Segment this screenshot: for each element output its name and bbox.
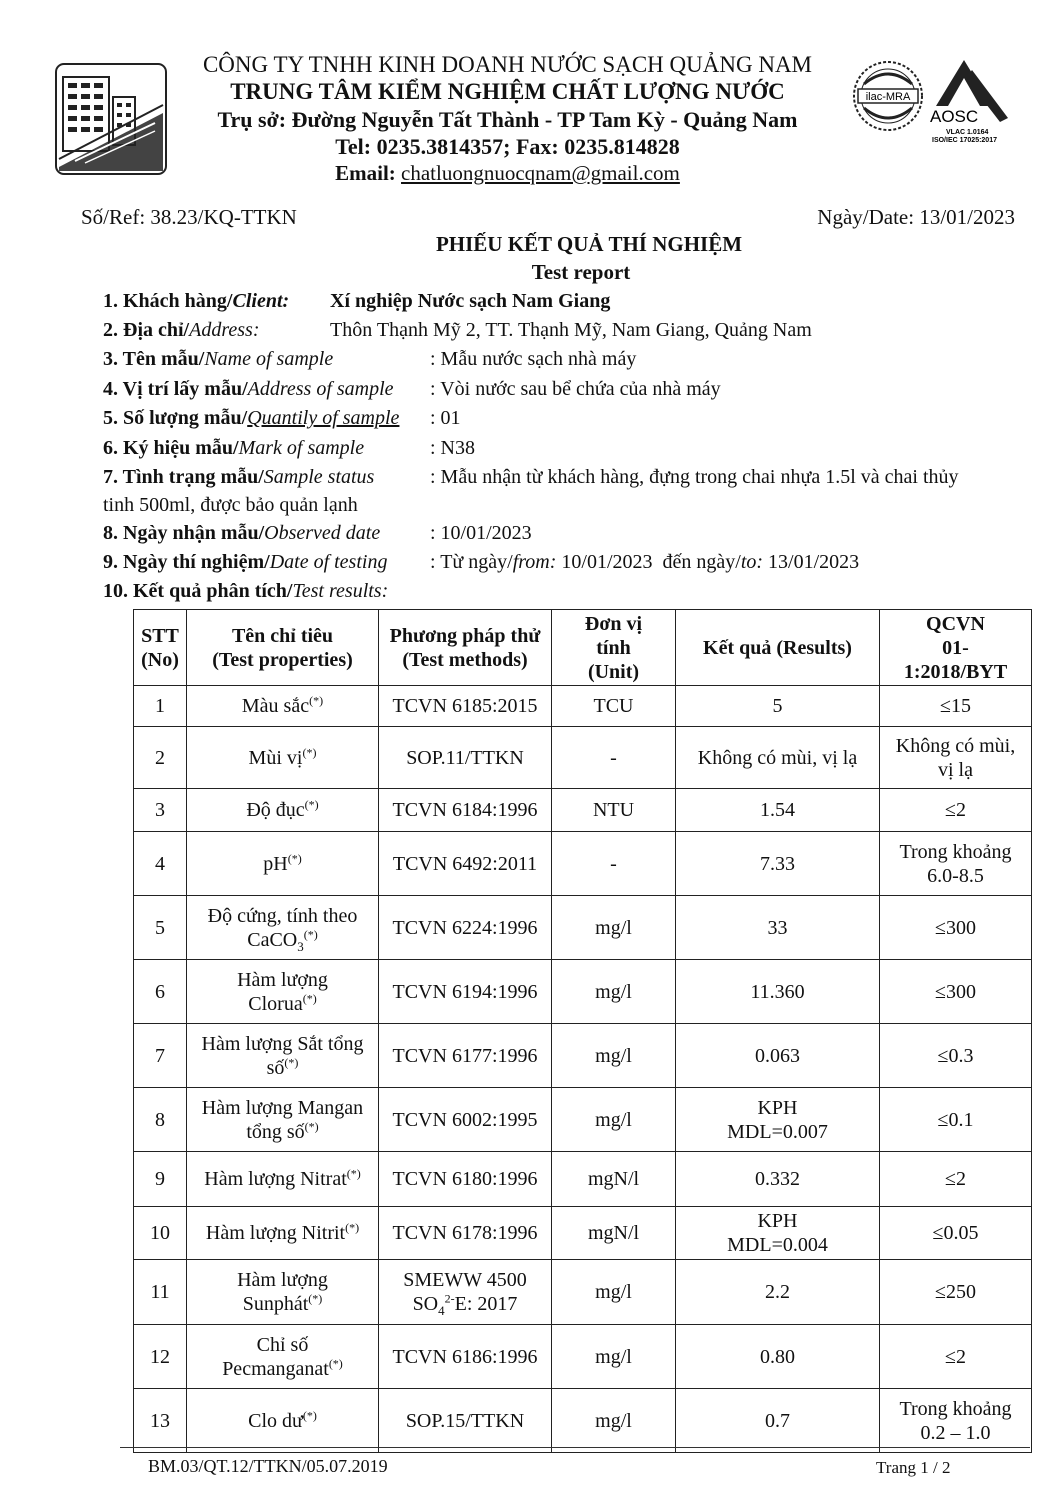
cell-result: 11.360 (676, 960, 880, 1024)
aosc-iso: ISO/IEC 17025:2017 (932, 137, 997, 144)
cell-limit: Không có mùi, vị lạ (880, 727, 1032, 789)
cell-method: TCVN 6180:1996 (379, 1152, 552, 1207)
table-row (134, 686, 1032, 727)
cell-result: 0.332 (676, 1152, 880, 1207)
table-row (134, 1152, 1032, 1207)
cell-result: 33 (676, 896, 880, 960)
client-label: 1. Khách hàng/ (103, 290, 233, 312)
header-unit: Đơn vị tính (Unit) (552, 610, 676, 686)
received-label-en: Observed date (264, 522, 381, 544)
cell-method: TCVN 6186:1996 (379, 1325, 552, 1389)
mark-row (103, 437, 364, 460)
cell-unit: mg/l (552, 1389, 676, 1453)
received-row (103, 522, 380, 545)
sample-name-label: 3. Tên mẫu/ (103, 348, 205, 370)
cell-method: SOP.11/TTKN (379, 727, 552, 789)
received-value: : 10/01/2023 (430, 522, 532, 544)
table-row (134, 1088, 1032, 1152)
cell-name: Mùi vị(*) (187, 727, 379, 789)
cell-no: 1 (134, 686, 187, 727)
cell-limit: ≤0.3 (880, 1024, 1032, 1088)
client-value: Xí nghiệp Nước sạch Nam Giang (330, 290, 611, 312)
table-row (134, 896, 1032, 960)
testing-to-date: 13/01/2023 (768, 551, 860, 573)
cell-name: Clo dư(*) (187, 1389, 379, 1453)
cell-unit: mgN/l (552, 1207, 676, 1260)
mark-value: : N38 (430, 437, 475, 459)
report-date: Ngày/Date: 13/01/2023 (817, 205, 1015, 229)
cell-result: KPH MDL=0.007 (676, 1088, 880, 1152)
email-label: Email: (335, 161, 396, 185)
cell-name: Độ đục(*) (187, 789, 379, 832)
testing-to-label: đến ngày/ (662, 551, 741, 573)
aosc-vlac: VLAC 1.0164 (946, 129, 989, 136)
cell-result: 5 (676, 686, 880, 727)
header-qcvn: QCVN 01- 1:2018/BYT (880, 610, 1032, 686)
client-row (103, 290, 289, 313)
cell-no: 6 (134, 960, 187, 1024)
address-row (103, 319, 260, 342)
status-value: : Mẫu nhận từ khách hàng, đựng trong chai nhựa 1.5l và chai thủy (430, 466, 959, 488)
status-row (103, 466, 374, 489)
cell-limit: ≤250 (880, 1260, 1032, 1325)
cell-unit: mg/l (552, 1325, 676, 1389)
cell-unit: mg/l (552, 1260, 676, 1325)
table-row (134, 789, 1032, 832)
quantity-row (103, 407, 399, 430)
header-result: Kết quả (Results) (676, 610, 880, 686)
received-label: 8. Ngày nhận mẫu/ (103, 522, 265, 544)
cell-unit: - (552, 832, 676, 896)
table-row (134, 1389, 1032, 1453)
page-number: Trang 1 / 2 (876, 1458, 951, 1477)
cell-limit: ≤0.05 (880, 1207, 1032, 1260)
table-row (134, 1260, 1032, 1325)
cell-method: SMEWW 4500 $SO_4^{2-}E$: 2017 (379, 1260, 552, 1325)
cell-result: 7.33 (676, 832, 880, 896)
cell-name: Hàm lượng Mangan tổng số(*) (187, 1088, 379, 1152)
table-row (134, 727, 1032, 789)
status-value-cont: tinh 500ml, được bảo quản lạnh (103, 494, 358, 516)
cell-no: 9 (134, 1152, 187, 1207)
sample-name-label-en: Name of sample (204, 348, 334, 370)
cell-method: TCVN 6002:1995 (379, 1088, 552, 1152)
company-logo (55, 63, 167, 175)
cell-method: TCVN 6194:1996 (379, 960, 552, 1024)
email-link[interactable]: chatluongnuocqnam@gmail.com (401, 161, 680, 185)
testing-value (430, 551, 859, 574)
cell-method: TCVN 6178:1996 (379, 1207, 552, 1260)
results-table (133, 609, 1032, 1453)
cell-limit: ≤0.1 (880, 1088, 1032, 1152)
cell-no: 8 (134, 1088, 187, 1152)
cell-method: TCVN 6492:2011 (379, 832, 552, 896)
sample-name-value: : Mẫu nước sạch nhà máy (430, 348, 637, 370)
table-header-row (134, 610, 1032, 686)
cell-unit: mg/l (552, 960, 676, 1024)
testing-from-label: from: (512, 551, 557, 573)
table-row (134, 1024, 1032, 1088)
sample-address-row (103, 378, 394, 401)
cell-result: Không có mùi, vị lạ (676, 727, 880, 789)
mark-label: 6. Ký hiệu mẫu/ (103, 437, 239, 459)
sample-address-label-en: Address of sample (247, 378, 394, 400)
cell-unit: mg/l (552, 1024, 676, 1088)
cell-unit: mg/l (552, 1088, 676, 1152)
cell-limit: ≤2 (880, 1152, 1032, 1207)
testing-label: 9. Ngày thí nghiệm/ (103, 551, 270, 573)
cell-unit: NTU (552, 789, 676, 832)
cell-limit: ≤300 (880, 960, 1032, 1024)
cell-name: Hàm lượng Nitrit(*) (187, 1207, 379, 1260)
cell-name: pH(*) (187, 832, 379, 896)
aosc-logo (926, 56, 1014, 148)
cell-result: KPH MDL=0.004 (676, 1207, 880, 1260)
cell-no: 4 (134, 832, 187, 896)
mark-label-en: Mark of sample (238, 437, 365, 459)
status-label-en: Sample status (263, 466, 375, 488)
results-row (103, 580, 388, 603)
report-title: PHIẾU KẾT QUẢ THÍ NGHIỆM (435, 232, 743, 256)
form-code: BM.03/QT.12/TTKN/05.07.2019 (148, 1456, 388, 1476)
header-stt: STT (No) (134, 610, 187, 686)
cell-name: Hàm lượng Nitrat(*) (187, 1152, 379, 1207)
address-label-en: Address: (189, 319, 260, 341)
quantity-label: 5. Số lượng mẫu/ (103, 407, 248, 429)
results-label-en: Test results: (292, 580, 389, 602)
cell-method: SOP.15/TTKN (379, 1389, 552, 1453)
cell-unit: - (552, 727, 676, 789)
ilac-mra-logo (850, 58, 926, 148)
company-address: Trụ sở: Đường Nguyễn Tất Thành - TP Tam Kỳ - Quảng Nam (217, 107, 798, 132)
results-label: 10. Kết quả phân tích/ (103, 580, 293, 602)
cell-name: Hàm lượng Sắt tổng số(*) (187, 1024, 379, 1088)
client-label-en: Client: (232, 290, 290, 312)
cell-no: 3 (134, 789, 187, 832)
table-row (134, 1325, 1032, 1389)
testing-to-label-en: to: (740, 551, 764, 573)
sample-address-label: 4. Vị trí lấy mẫu/ (103, 378, 248, 400)
cell-limit: ≤15 (880, 686, 1032, 727)
ilac-text: ilac-MRA (865, 91, 911, 103)
cell-result: 0.7 (676, 1389, 880, 1453)
quantity-value: : 01 (430, 407, 461, 429)
cell-result: 0.80 (676, 1325, 880, 1389)
cell-no: 10 (134, 1207, 187, 1260)
cell-limit: Trong khoảng 6.0-8.5 (880, 832, 1032, 896)
testing-from-date: 10/01/2023 (561, 551, 653, 573)
footer-divider (120, 1447, 1030, 1448)
email-line (180, 161, 835, 186)
cell-no: 5 (134, 896, 187, 960)
cell-name: Hàm lượng Clorua(*) (187, 960, 379, 1024)
header-method: Phương pháp thử (Test methods) (379, 610, 552, 686)
company-name: CÔNG TY TNHH KINH DOANH NƯỚC SẠCH QUẢNG NAM (202, 52, 813, 77)
cell-no: 13 (134, 1389, 187, 1453)
cell-name: Hàm lượng Sunphát(*) (187, 1260, 379, 1325)
cell-no: 7 (134, 1024, 187, 1088)
cell-result: 0.063 (676, 1024, 880, 1088)
cell-unit: mg/l (552, 896, 676, 960)
cell-method: TCVN 6185:2015 (379, 686, 552, 727)
quantity-label-en: Quantily of sample (247, 407, 400, 429)
cell-name: Màu sắc(*) (187, 686, 379, 727)
company-contact: Tel: 0235.3814357; Fax: 0235.814828 (335, 134, 680, 159)
testing-pre: : Từ ngày/ (430, 551, 513, 573)
cell-limit: Trong khoảng 0.2 – 1.0 (880, 1389, 1032, 1453)
testing-label-en: Date of testing (269, 551, 388, 573)
address-value: Thôn Thạnh Mỹ 2, TT. Thạnh Mỹ, Nam Giang, Quảng Nam (330, 319, 812, 341)
cell-no: 2 (134, 727, 187, 789)
center-name: TRUNG TÂM KIỂM NGHIỆM CHẤT LƯỢNG NƯỚC (230, 79, 785, 104)
sample-name-row (103, 348, 333, 371)
report-subtitle: Test report (531, 260, 631, 284)
table-row (134, 832, 1032, 896)
cell-method: TCVN 6184:1996 (379, 789, 552, 832)
address-label: 2. Địa chỉ/ (103, 319, 190, 341)
cell-unit: TCU (552, 686, 676, 727)
cell-method: TCVN 6177:1996 (379, 1024, 552, 1088)
status-label: 7. Tình trạng mẫu/ (103, 466, 264, 488)
aosc-text: AOSC (930, 107, 979, 126)
cell-no: 12 (134, 1325, 187, 1389)
table-row (134, 1207, 1032, 1260)
cell-limit: ≤2 (880, 1325, 1032, 1389)
cell-result: 2.2 (676, 1260, 880, 1325)
sample-address-value: : Vòi nước sau bể chứa của nhà máy (430, 378, 721, 400)
table-row (134, 960, 1032, 1024)
cell-method: TCVN 6224:1996 (379, 896, 552, 960)
cell-name: Chỉ số Pecmanganat(*) (187, 1325, 379, 1389)
cell-no: 11 (134, 1260, 187, 1325)
cell-name: Độ cứng, tính theo CaCO$_3$(*) (187, 896, 379, 960)
reference-number: Số/Ref: 38.23/KQ-TTKN (81, 205, 297, 229)
cell-limit: ≤300 (880, 896, 1032, 960)
cell-limit: ≤2 (880, 789, 1032, 832)
header-name: Tên chỉ tiêu (Test properties) (187, 610, 379, 686)
cell-unit: mgN/l (552, 1152, 676, 1207)
testing-row (103, 551, 387, 574)
cell-result: 1.54 (676, 789, 880, 832)
